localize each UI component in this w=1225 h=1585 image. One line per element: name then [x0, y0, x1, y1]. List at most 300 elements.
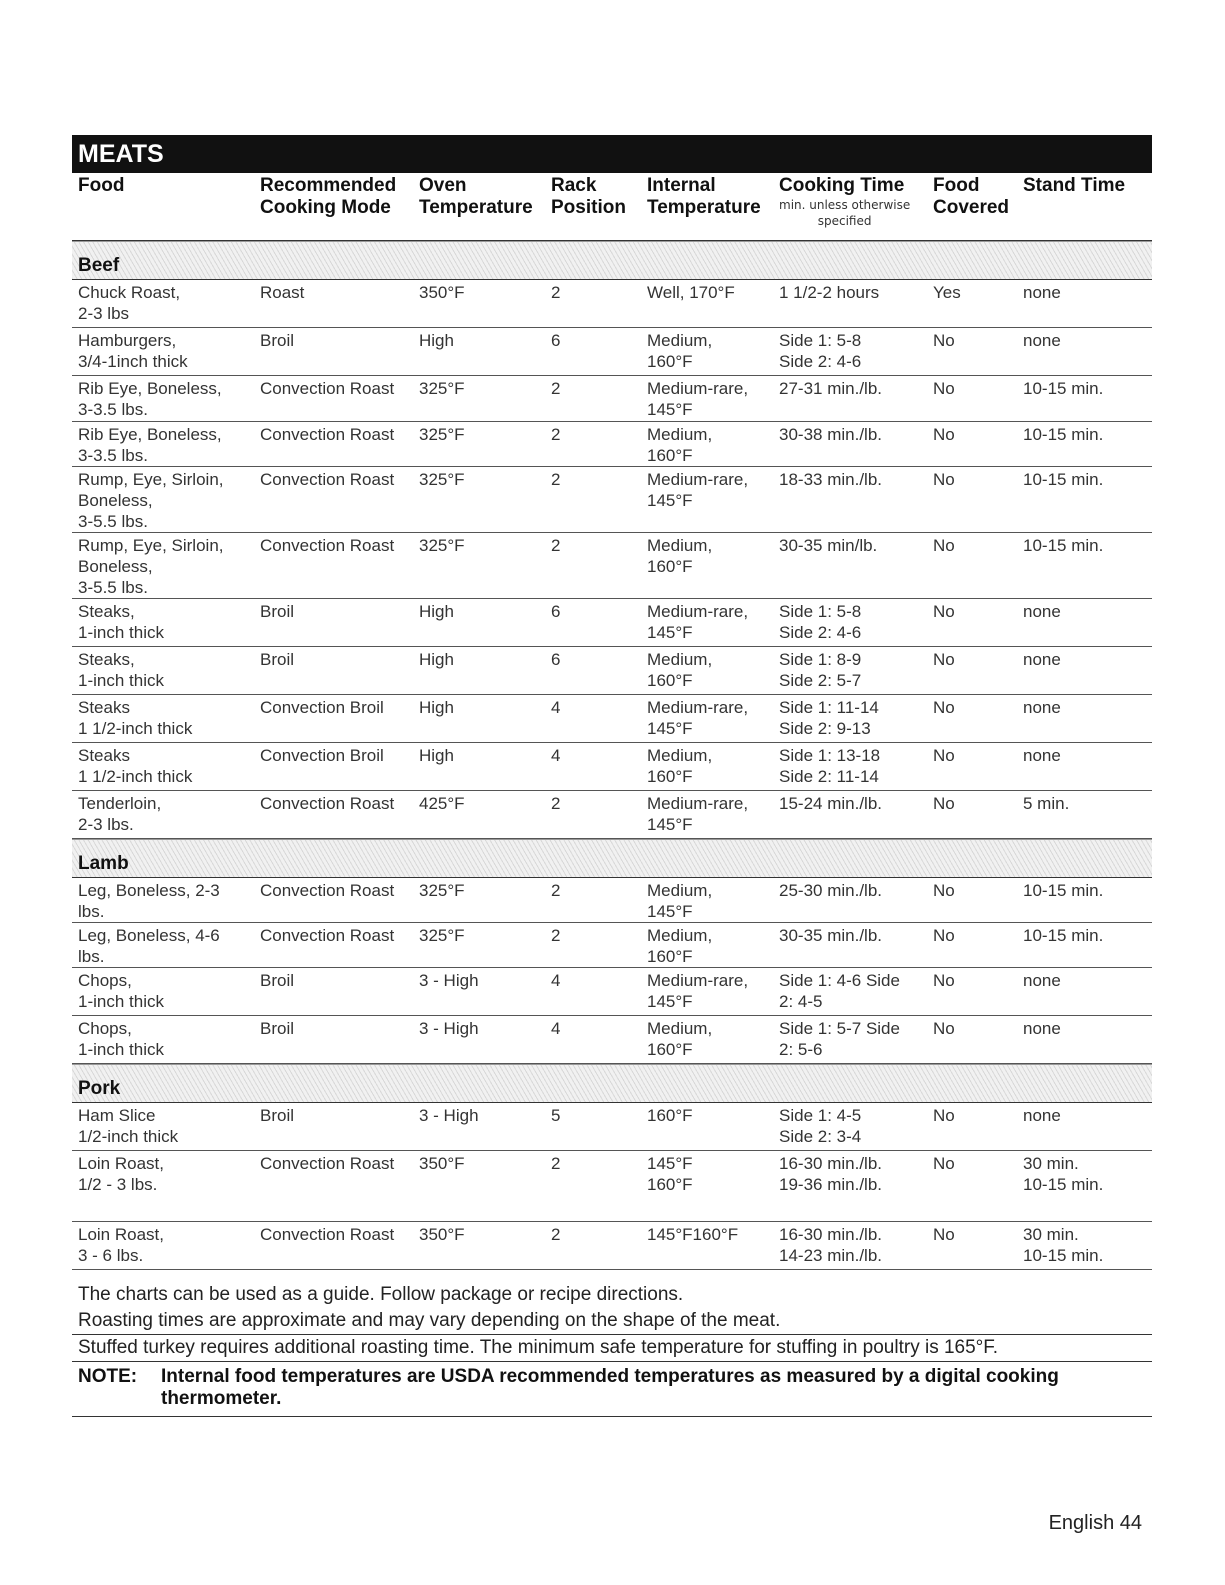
cell-covered: No	[933, 1106, 955, 1125]
cell-food	[78, 535, 253, 598]
cell-stand	[1023, 601, 1061, 622]
cell-mode: Convection Roast	[260, 1154, 395, 1173]
cell-food-line: 1-inch thick	[78, 623, 164, 642]
cell-time	[779, 1224, 882, 1266]
table-row	[72, 599, 1152, 647]
cell-internal	[647, 970, 748, 1012]
cell-internal-line: Medium,	[647, 926, 713, 945]
cell-stand-line: 10-15 min.	[1023, 1246, 1104, 1265]
cell-time	[779, 535, 877, 556]
cell-internal	[647, 424, 712, 466]
cell-mode: Convection Roast	[260, 379, 395, 398]
header-time-sub2: specified	[817, 214, 872, 228]
cell-mode: Broil	[260, 602, 295, 621]
cell-time-line: Side 1: 5-8	[779, 602, 862, 621]
cell-temp: 3 - High	[419, 1019, 479, 1038]
cell-rack: 2	[551, 1154, 561, 1173]
cell-internal-line: Medium-rare,	[647, 971, 749, 990]
cell-time-line: 1 1/2-2 hours	[779, 283, 880, 302]
cell-temp: 350°F	[419, 1225, 465, 1244]
cell-covered: No	[933, 602, 955, 621]
cell-covered: Yes	[933, 283, 961, 302]
table-row	[72, 1016, 1152, 1064]
cell-internal-line: Medium,	[647, 881, 713, 900]
cell-time-line: Side 1: 8-9	[779, 650, 862, 669]
cell-stand-line: none	[1023, 283, 1061, 302]
cell-internal-line: Medium,	[647, 650, 713, 669]
cell-time-line: Side 2: 4-6	[779, 623, 862, 642]
cell-stand	[1023, 469, 1103, 490]
header-temp-line2: Temperature	[419, 197, 533, 218]
cell-time-line: Side 1: 4-6 Side	[779, 971, 900, 990]
cell-time-line: Side 2: 4-6	[779, 352, 862, 371]
cell-stand-line: 10-15 min.	[1023, 1175, 1104, 1194]
cell-time	[779, 1018, 900, 1060]
header-time	[779, 175, 910, 229]
cell-internal	[647, 282, 735, 303]
cell-time	[779, 745, 880, 787]
section-beef: Beef	[72, 241, 1152, 280]
cell-temp: High	[419, 698, 454, 717]
cell-internal	[647, 793, 748, 835]
cell-time-line: 19-36 min./lb.	[779, 1175, 882, 1194]
cell-time-line: Side 1: 4-5	[779, 1106, 862, 1125]
cell-stand	[1023, 1105, 1061, 1126]
cell-time-line: 27-31 min./lb.	[779, 379, 882, 398]
cell-internal-line: 145°F	[647, 623, 693, 642]
header-rack-line1: Rack	[551, 175, 597, 196]
table-row	[72, 328, 1152, 376]
cell-food-line: lbs.	[78, 902, 105, 921]
cell-food-line: Hamburgers,	[78, 331, 177, 350]
cell-stand-line: none	[1023, 698, 1061, 717]
cell-temp: 325°F	[419, 926, 465, 945]
header-time-line1: Cooking Time	[779, 175, 905, 196]
cell-mode: Convection Roast	[260, 470, 395, 489]
cell-rack: 2	[551, 379, 561, 398]
table-row	[72, 422, 1152, 467]
cell-time	[779, 601, 861, 643]
cell-food-line: 1/2 - 3 lbs.	[78, 1175, 158, 1194]
header-temp-line1: Oven	[419, 175, 467, 196]
cell-internal-line: 145°F	[647, 719, 693, 738]
cell-food-line: Leg, Boneless, 2-3	[78, 881, 220, 900]
cell-food-line: 3 - 6 lbs.	[78, 1246, 144, 1265]
cell-internal-line: 145°F160°F	[647, 1225, 739, 1244]
cell-covered: No	[933, 425, 955, 444]
cell-internal	[647, 925, 712, 967]
cell-food-line: Steaks,	[78, 602, 135, 621]
header-food: Food	[78, 175, 125, 196]
cell-food	[78, 330, 253, 372]
cell-internal-line: 160°F	[647, 1175, 693, 1194]
table-row	[72, 923, 1152, 968]
page-footer: English 44	[1048, 1512, 1142, 1534]
cell-food-line: 1 1/2-inch thick	[78, 719, 193, 738]
cell-internal-line: Medium,	[647, 746, 713, 765]
cell-covered: No	[933, 698, 955, 717]
cell-mode: Convection Roast	[260, 926, 395, 945]
cell-stand-line: 10-15 min.	[1023, 926, 1104, 945]
cell-internal-line: Medium-rare,	[647, 794, 749, 813]
cell-internal	[647, 697, 748, 739]
header-temp	[419, 175, 533, 219]
cell-food-line: Steaks,	[78, 650, 135, 669]
cell-food-line: 3-3.5 lbs.	[78, 446, 148, 465]
cell-food-line: Boneless,	[78, 557, 153, 576]
cell-food-line: 1-inch thick	[78, 1040, 164, 1059]
cell-mode: Convection Broil	[260, 746, 384, 765]
cell-food	[78, 697, 253, 739]
cell-internal	[647, 1153, 693, 1195]
cell-internal-line: 160°F	[647, 446, 693, 465]
cell-covered: No	[933, 379, 955, 398]
cell-internal-line: 145°F	[647, 992, 693, 1011]
cell-internal-line: 160°F	[647, 1040, 693, 1059]
cell-covered: No	[933, 881, 955, 900]
meats-table	[72, 135, 1152, 1270]
cell-stand-line: 10-15 min.	[1023, 425, 1104, 444]
cell-rack: 6	[551, 650, 561, 669]
cell-rack: 6	[551, 331, 561, 350]
cell-mode: Convection Roast	[260, 794, 395, 813]
table-row	[72, 533, 1152, 599]
cell-food	[78, 469, 253, 532]
cell-time	[779, 378, 882, 399]
cell-time-line: Side 1: 13-18	[779, 746, 881, 765]
table-body	[72, 241, 1152, 1270]
cell-mode: Broil	[260, 1019, 295, 1038]
cell-internal-line: 160°F	[647, 1106, 693, 1125]
note-stuffing: Stuffed turkey requires additional roasting time. The minimum safe temperature for stuffing in poultry is 165°F.	[72, 1335, 1152, 1362]
cell-food-line: 1-inch thick	[78, 992, 164, 1011]
cell-internal-line: 160°F	[647, 767, 693, 786]
cell-rack: 2	[551, 536, 561, 555]
header-mode	[260, 175, 396, 219]
cell-stand	[1023, 1224, 1103, 1266]
cell-food	[78, 378, 253, 420]
cell-temp: 325°F	[419, 379, 465, 398]
cell-food-line: 1/2-inch thick	[78, 1127, 179, 1146]
cell-stand-line: none	[1023, 1106, 1061, 1125]
cell-temp: 350°F	[419, 283, 465, 302]
cell-internal	[647, 469, 748, 511]
cell-mode: Broil	[260, 1106, 295, 1125]
cell-stand	[1023, 1153, 1103, 1195]
cell-rack: 4	[551, 746, 561, 765]
table-row	[72, 376, 1152, 422]
cell-temp: 425°F	[419, 794, 465, 813]
cell-stand-line: 30 min.	[1023, 1225, 1079, 1244]
cell-food	[78, 880, 253, 922]
cell-food	[78, 1105, 253, 1147]
cell-stand-line: none	[1023, 971, 1061, 990]
cell-time	[779, 1105, 861, 1147]
cell-stand	[1023, 697, 1061, 718]
cell-stand-line: 10-15 min.	[1023, 379, 1104, 398]
cell-internal-line: 160°F	[647, 557, 693, 576]
cell-time-line: 25-30 min./lb.	[779, 881, 882, 900]
cell-internal-line: Medium,	[647, 425, 713, 444]
cell-internal-line: 145°F	[647, 1154, 693, 1173]
cell-time-line: 16-30 min./lb.	[779, 1154, 882, 1173]
cell-food-line: Rib Eye, Boneless,	[78, 425, 222, 444]
section-lamb: Lamb	[72, 839, 1152, 878]
cell-stand-line: none	[1023, 746, 1061, 765]
cell-covered: No	[933, 536, 955, 555]
cell-internal-line: 160°F	[647, 947, 693, 966]
header-mode-line1: Recommended	[260, 175, 397, 196]
cell-stand-line: 5 min.	[1023, 794, 1070, 813]
cell-time-line: 2: 5-6	[779, 1040, 823, 1059]
cell-stand-line: 10-15 min.	[1023, 536, 1104, 555]
header-covered	[933, 175, 1009, 219]
cell-food-line: Chuck Roast,	[78, 283, 181, 302]
cell-internal	[647, 880, 712, 922]
cell-mode: Convection Roast	[260, 425, 395, 444]
cell-stand	[1023, 925, 1103, 946]
cell-time-line: 2: 4-5	[779, 992, 823, 1011]
cell-stand-line: none	[1023, 331, 1061, 350]
note-roasting: Roasting times are approximate and may vary depending on the shape of the meat.	[72, 1308, 1152, 1335]
cell-stand	[1023, 378, 1103, 399]
cell-time	[779, 697, 879, 739]
cell-food-line: Steaks	[78, 698, 130, 717]
table-title: MEATS	[72, 135, 1152, 173]
cell-time	[779, 793, 882, 814]
header-internal-line2: Temperature	[647, 197, 761, 218]
cell-rack: 6	[551, 602, 561, 621]
cell-covered: No	[933, 746, 955, 765]
cell-rack: 2	[551, 470, 561, 489]
cell-time	[779, 330, 861, 372]
cell-covered: No	[933, 650, 955, 669]
cell-food-line: 1 1/2-inch thick	[78, 767, 193, 786]
cell-internal-line: 145°F	[647, 491, 693, 510]
cell-internal	[647, 745, 712, 787]
cell-internal-line: 160°F	[647, 352, 693, 371]
cell-food-line: Steaks	[78, 746, 130, 765]
cell-stand	[1023, 649, 1061, 670]
cell-food	[78, 601, 253, 643]
header-rack	[551, 175, 626, 219]
cell-mode: Convection Broil	[260, 698, 384, 717]
cell-food-line: 3-5.5 lbs.	[78, 578, 148, 597]
cell-internal	[647, 1018, 712, 1060]
header-internal-line1: Internal	[647, 175, 716, 196]
cell-food	[78, 970, 253, 1012]
cell-internal-line: Medium,	[647, 536, 713, 555]
table-row	[72, 647, 1152, 695]
cell-stand	[1023, 282, 1061, 303]
cell-internal	[647, 1105, 693, 1126]
cell-time-line: 14-23 min./lb.	[779, 1246, 882, 1265]
cell-rack: 2	[551, 881, 561, 900]
cell-stand	[1023, 793, 1069, 814]
cell-covered: No	[933, 331, 955, 350]
cell-food-line: lbs.	[78, 947, 105, 966]
cell-temp: 325°F	[419, 425, 465, 444]
cell-stand-line: 10-15 min.	[1023, 470, 1104, 489]
header-time-sub1: min. unless otherwise	[779, 198, 911, 212]
cell-rack: 2	[551, 926, 561, 945]
cell-covered: No	[933, 926, 955, 945]
cell-rack: 4	[551, 971, 561, 990]
cell-food	[78, 424, 253, 466]
cell-covered: No	[933, 470, 955, 489]
cell-time	[779, 649, 861, 691]
cell-time-line: 30-38 min./lb.	[779, 425, 882, 444]
table-row	[72, 1151, 1152, 1222]
cell-food	[78, 745, 253, 787]
cell-covered: No	[933, 1225, 955, 1244]
cell-time-line: Side 1: 11-14	[779, 698, 879, 717]
cell-internal-line: Medium,	[647, 331, 713, 350]
cell-internal	[647, 535, 712, 577]
cell-temp: High	[419, 331, 454, 350]
cell-internal-line: Medium-rare,	[647, 379, 749, 398]
cell-stand-line: none	[1023, 1019, 1061, 1038]
cell-food-line: 2-3 lbs.	[78, 815, 134, 834]
cell-stand-line: none	[1023, 602, 1061, 621]
cell-time-line: 16-30 min./lb.	[779, 1225, 882, 1244]
cell-rack: 2	[551, 1225, 561, 1244]
cell-food-line: Boneless,	[78, 491, 153, 510]
cell-food-line: Chops,	[78, 971, 132, 990]
table-row	[72, 280, 1152, 328]
cell-internal	[647, 330, 712, 372]
cell-food-line: 3-5.5 lbs.	[78, 512, 148, 531]
cell-food-line: 3-3.5 lbs.	[78, 400, 148, 419]
cell-time	[779, 424, 882, 445]
cell-food-line: Ham Slice	[78, 1106, 156, 1125]
cell-covered: No	[933, 1154, 955, 1173]
cell-covered: No	[933, 971, 955, 990]
cell-food	[78, 1153, 253, 1195]
cell-rack: 4	[551, 698, 561, 717]
table-row	[72, 1222, 1152, 1270]
cell-stand	[1023, 424, 1103, 445]
cell-stand	[1023, 970, 1061, 991]
cell-time-line: 15-24 min./lb.	[779, 794, 882, 813]
cell-mode: Broil	[260, 650, 295, 669]
cell-temp: 325°F	[419, 881, 465, 900]
cell-temp: 3 - High	[419, 1106, 479, 1125]
cell-food	[78, 925, 253, 967]
table-row	[72, 878, 1152, 923]
cell-time-line: 30-35 min/lb.	[779, 536, 878, 555]
cell-food-line: Rib Eye, Boneless,	[78, 379, 222, 398]
cell-food-line: Tenderloin,	[78, 794, 162, 813]
header-covered-line2: Covered	[933, 197, 1010, 218]
header-internal	[647, 175, 761, 219]
cell-internal-line: 145°F	[647, 902, 693, 921]
cell-temp: High	[419, 602, 454, 621]
cell-food	[78, 282, 253, 324]
header-covered-line1: Food	[933, 175, 980, 196]
note-guide: The charts can be used as a guide. Follow package or recipe directions.	[78, 1284, 684, 1305]
header-rack-line2: Position	[551, 197, 626, 218]
cell-time-line: Side 1: 5-7 Side	[779, 1019, 900, 1038]
cell-rack: 4	[551, 1019, 561, 1038]
table-row	[72, 695, 1152, 743]
cell-food-line: 1-inch thick	[78, 671, 164, 690]
cell-internal	[647, 649, 712, 691]
cell-food	[78, 793, 253, 835]
cell-stand	[1023, 880, 1103, 901]
cell-internal-line: Medium,	[647, 1019, 713, 1038]
header-mode-line2: Cooking Mode	[260, 197, 391, 218]
note-text: Internal food temperatures are USDA recommended temperatures as measured by a digital cooking thermometer.	[161, 1366, 1059, 1409]
cell-food-line: 3/4-1inch thick	[78, 352, 188, 371]
cell-internal-line: Well, 170°F	[647, 283, 735, 302]
cell-time-line: Side 1: 5-8	[779, 331, 862, 350]
cell-covered: No	[933, 794, 955, 813]
table-row	[72, 791, 1152, 839]
table-row	[72, 743, 1152, 791]
cell-food-line: Rump, Eye, Sirloin,	[78, 470, 224, 489]
cell-time	[779, 282, 879, 303]
cell-food	[78, 649, 253, 691]
cell-food-line: Leg, Boneless, 4-6	[78, 926, 220, 945]
cell-rack: 5	[551, 1106, 561, 1125]
cell-internal-line: Medium-rare,	[647, 470, 749, 489]
cell-time	[779, 880, 882, 901]
cell-time	[779, 1153, 882, 1195]
cell-mode: Convection Roast	[260, 881, 395, 900]
table-row	[72, 1103, 1152, 1151]
cell-internal-line: 145°F	[647, 815, 693, 834]
cell-internal-line: Medium-rare,	[647, 698, 749, 717]
cell-stand-line: none	[1023, 650, 1061, 669]
cell-temp: 350°F	[419, 1154, 465, 1173]
section-pork: Pork	[72, 1064, 1152, 1103]
cell-stand-line: 30 min.	[1023, 1154, 1079, 1173]
cell-time-line: Side 2: 9-13	[779, 719, 871, 738]
cell-time-line: 18-33 min./lb.	[779, 470, 882, 489]
cell-food-line: Chops,	[78, 1019, 132, 1038]
cell-rack: 2	[551, 425, 561, 444]
notes	[72, 1282, 1152, 1417]
cell-temp: 325°F	[419, 470, 465, 489]
cell-stand-line: 10-15 min.	[1023, 881, 1104, 900]
cell-rack: 2	[551, 794, 561, 813]
cell-time-line: Side 2: 3-4	[779, 1127, 862, 1146]
cell-stand	[1023, 535, 1103, 556]
cell-stand	[1023, 330, 1061, 351]
cell-time	[779, 970, 900, 1012]
cell-food	[78, 1018, 253, 1060]
cell-temp: High	[419, 746, 454, 765]
cell-stand	[1023, 745, 1061, 766]
cell-time	[779, 925, 882, 946]
cell-temp: 3 - High	[419, 971, 479, 990]
cell-temp: High	[419, 650, 454, 669]
cell-internal	[647, 601, 748, 643]
cell-internal	[647, 378, 748, 420]
cell-food-line: 2-3 lbs	[78, 304, 130, 323]
cell-rack: 2	[551, 283, 561, 302]
table-row	[72, 968, 1152, 1016]
cell-mode: Broil	[260, 971, 295, 990]
cell-internal-line: Medium-rare,	[647, 602, 749, 621]
cell-food	[78, 1224, 253, 1266]
cell-temp: 325°F	[419, 536, 465, 555]
cell-time-line: Side 2: 5-7	[779, 671, 862, 690]
header-stand: Stand Time	[1023, 175, 1126, 196]
cell-food-line: Rump, Eye, Sirloin,	[78, 536, 224, 555]
cell-mode: Convection Roast	[260, 1225, 395, 1244]
